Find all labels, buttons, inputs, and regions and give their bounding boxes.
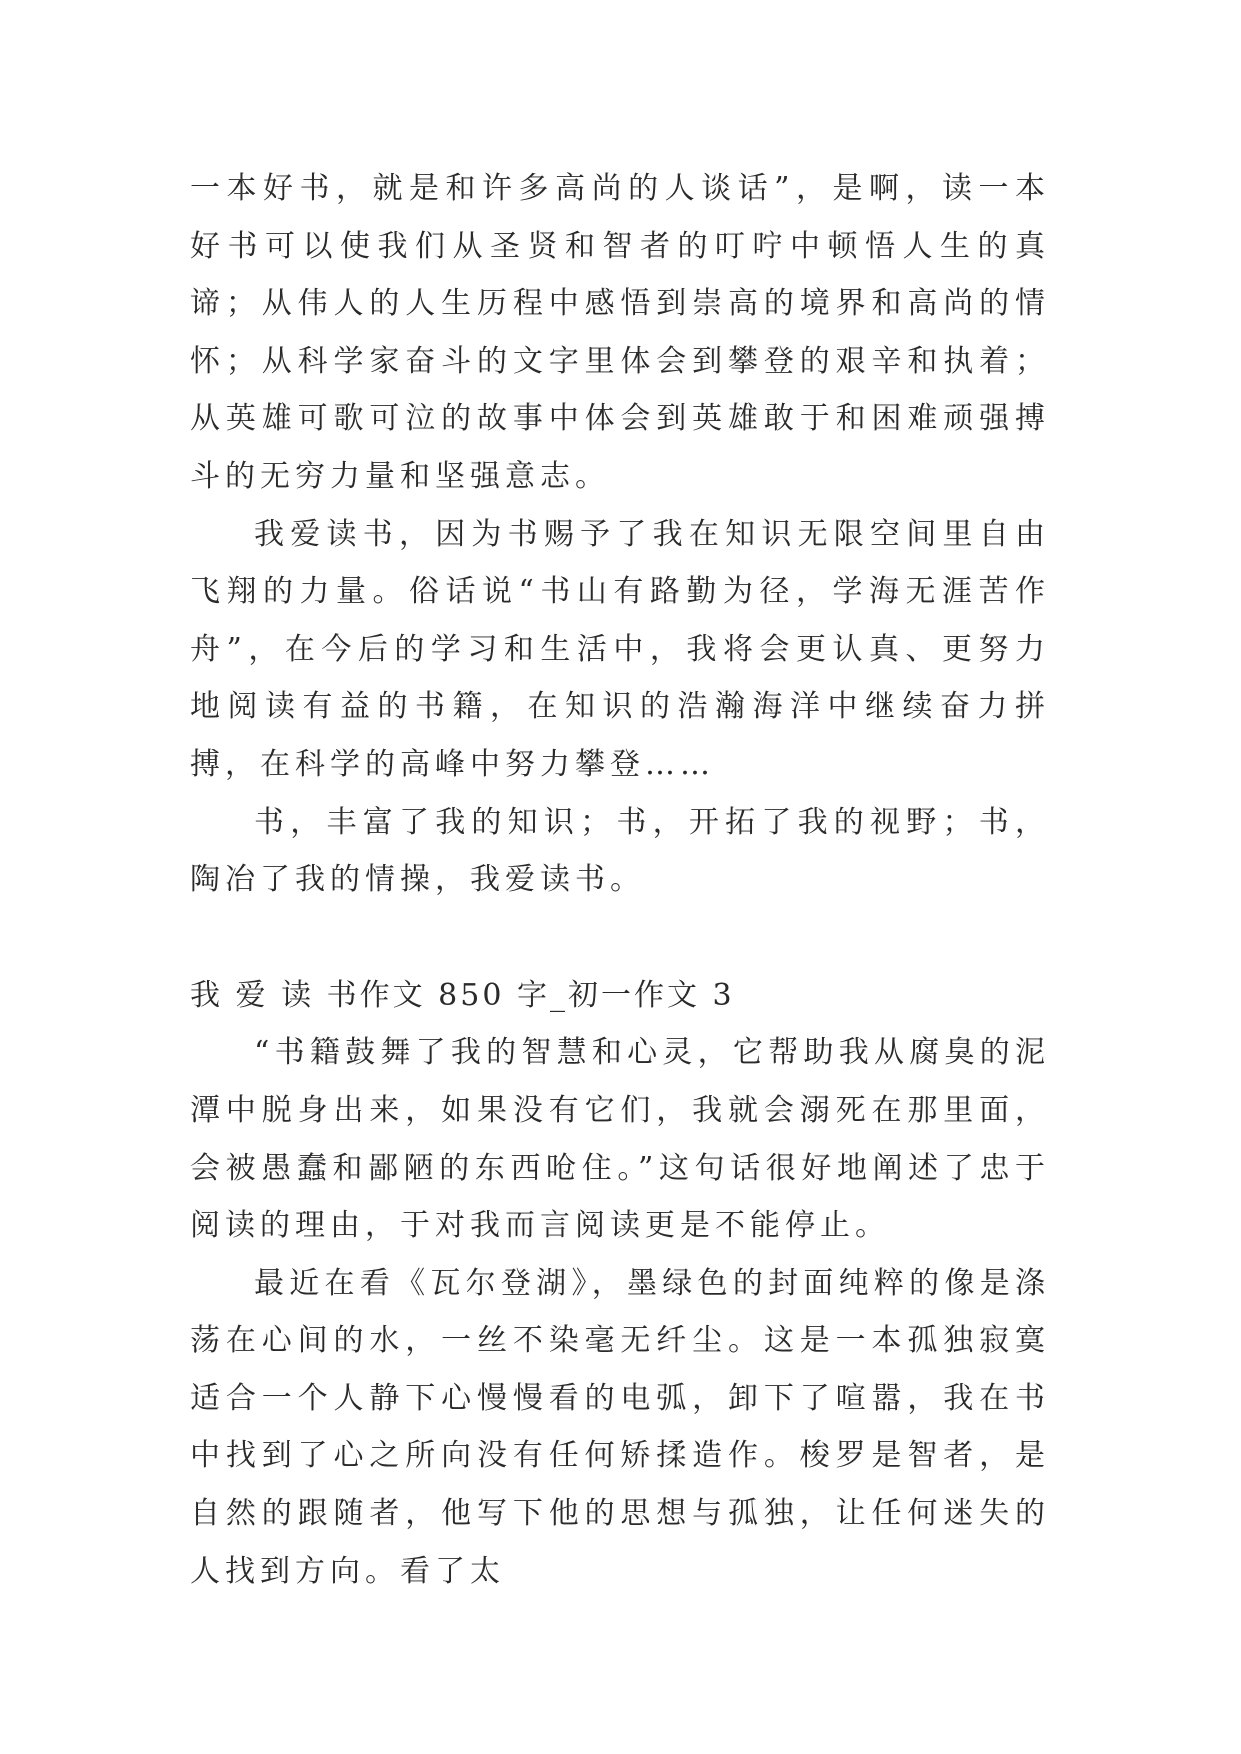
section-heading: 我 爱 读 书作文 850 字_初一作文 3 <box>190 977 735 1013</box>
paragraph: 书，丰富了我的知识；书，开拓了我的视野；书，陶冶了我的情操，我爱读书。 <box>190 804 1050 898</box>
paragraph: “书籍鼓舞了我的智慧和心灵，它帮助我从腐臭的泥潭中脱身出来，如果没有它们，我就会溺死在那里面，会被愚蠢和鄙陋的东西呛住。”这句话很好地阐述了忠于阅读的理由，于对我而言阅读更是不能停止。 <box>190 1035 1050 1244</box>
paragraph: 最近在看《瓦尔登湖》，墨绿色的封面纯粹的像是涤荡在心间的水，一丝不染毫无纤尘。这是一本孤独寂寞适合一个人静下心慢慢看的电弧，卸下了喧嚣，我在书中找到了心之所向没有任何矫揉造作。梭罗是智者，是自然的跟随者，他写下他的思想与孤独，让任何迷失的人找到方向。看了太 <box>190 1265 1050 1589</box>
document-body <box>190 160 1050 1600</box>
paragraph: 我爱读书，因为书赐予了我在知识无限空间里自由飞翔的力量。俗话说“书山有路勤为径，学海无涯苦作舟”，在今后的学习和生活中，我将会更认真、更努力地阅读有益的书籍，在知识的浩瀚海洋中继续奋力拼搏，在科学的高峰中努力攀登…… <box>190 516 1050 782</box>
paragraph: 一本好书，就是和许多高尚的人谈话”，是啊，读一本好书可以使我们从圣贤和智者的叮咛中顿悟人生的真谛；从伟人的人生历程中感悟到崇高的境界和高尚的情怀；从科学家奋斗的文字里体会到攀登的艰辛和执着；从英雄可歌可泣的故事中体会到英雄敢于和困难顽强搏斗的无穷力量和坚强意志。 <box>190 171 1050 494</box>
